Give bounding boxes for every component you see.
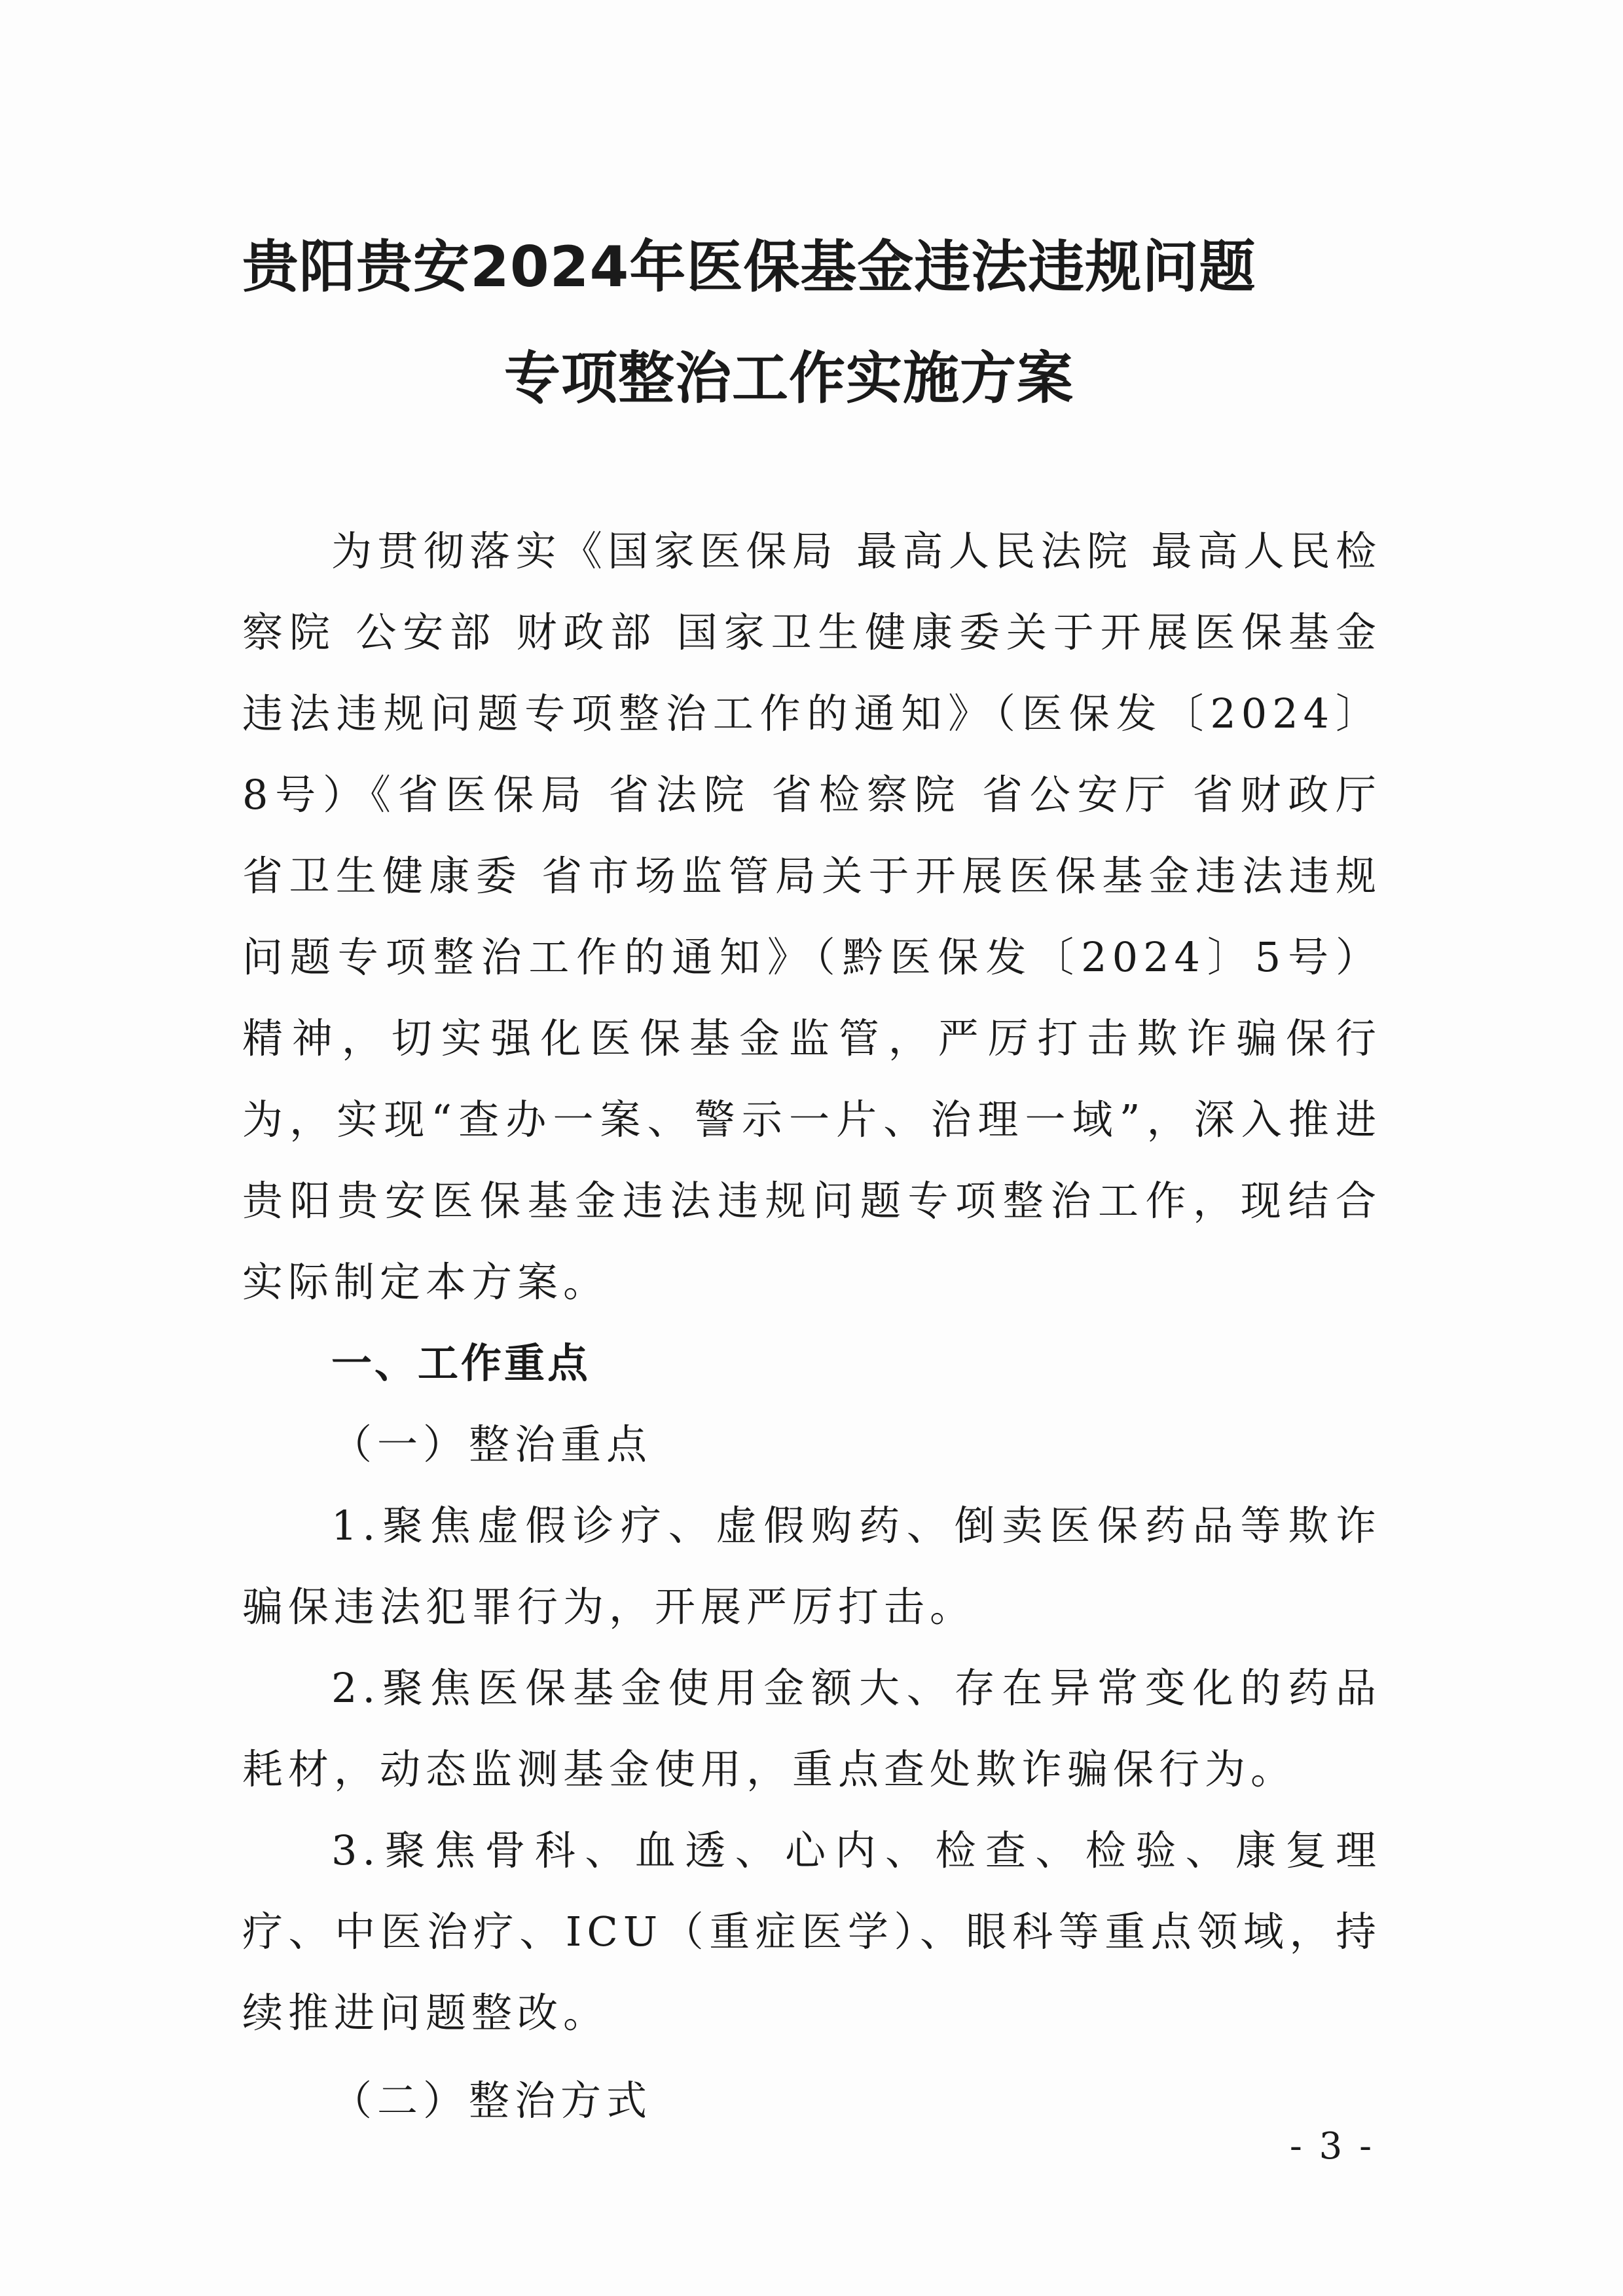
- document-body: [242, 511, 1381, 2141]
- subsection-heading-rectification-focus: （一）整治重点: [331, 1420, 653, 1468]
- list-item-2: 2.聚焦医保基金使用金额大、存在异常变化的药品耗材，动态监测基金使用，重点查处欺诈骗保行为。: [242, 1664, 1381, 1793]
- document-title-line-2: 专项整治工作实施方案: [504, 346, 1074, 411]
- subsection-heading-rectification-method: （二）整治方式: [331, 2077, 653, 2124]
- list-item-1: 1.聚焦虚假诊疗、虚假购药、倒卖医保药品等欺诈骗保违法犯罪行为，开展严厉打击。: [242, 1502, 1381, 1631]
- intro-paragraph: 为贯彻落实《国家医保局 最高人民法院 最高人民检察院 公安部 财政部 国家卫生健康委关于开展医保基金违法违规问题专项整治工作的通知》（医保发〔2024〕8号）《省医保局 省法院 省检察院 省公安厅 省财政厅 省卫生健康委 省市场监管局关于开展医保基金违法违规问题专项整治工作的通知》（黔医保发〔2024〕5号）精神，切实强化医保基金监管，严厉打击欺诈骗保行为，实现“查办一案、警示一片、治理一域”，深入推进贵阳贵安医保基金违法违规问题专项整治工作，现结合实际制定本方案。: [242, 527, 1381, 1306]
- list-item-3: 3.聚焦骨科、血透、心内、检查、检验、康复理疗、中医治疗、ICU（重症医学）、眼科等重点领域，持续推进问题整改。: [242, 1826, 1381, 2037]
- document-title-line-1: 贵阳贵安2024年医保基金违法违规问题: [242, 234, 1256, 300]
- page-number: - 3 -: [1289, 2125, 1374, 2168]
- section-heading-work-focus: 一、工作重点: [331, 1339, 591, 1387]
